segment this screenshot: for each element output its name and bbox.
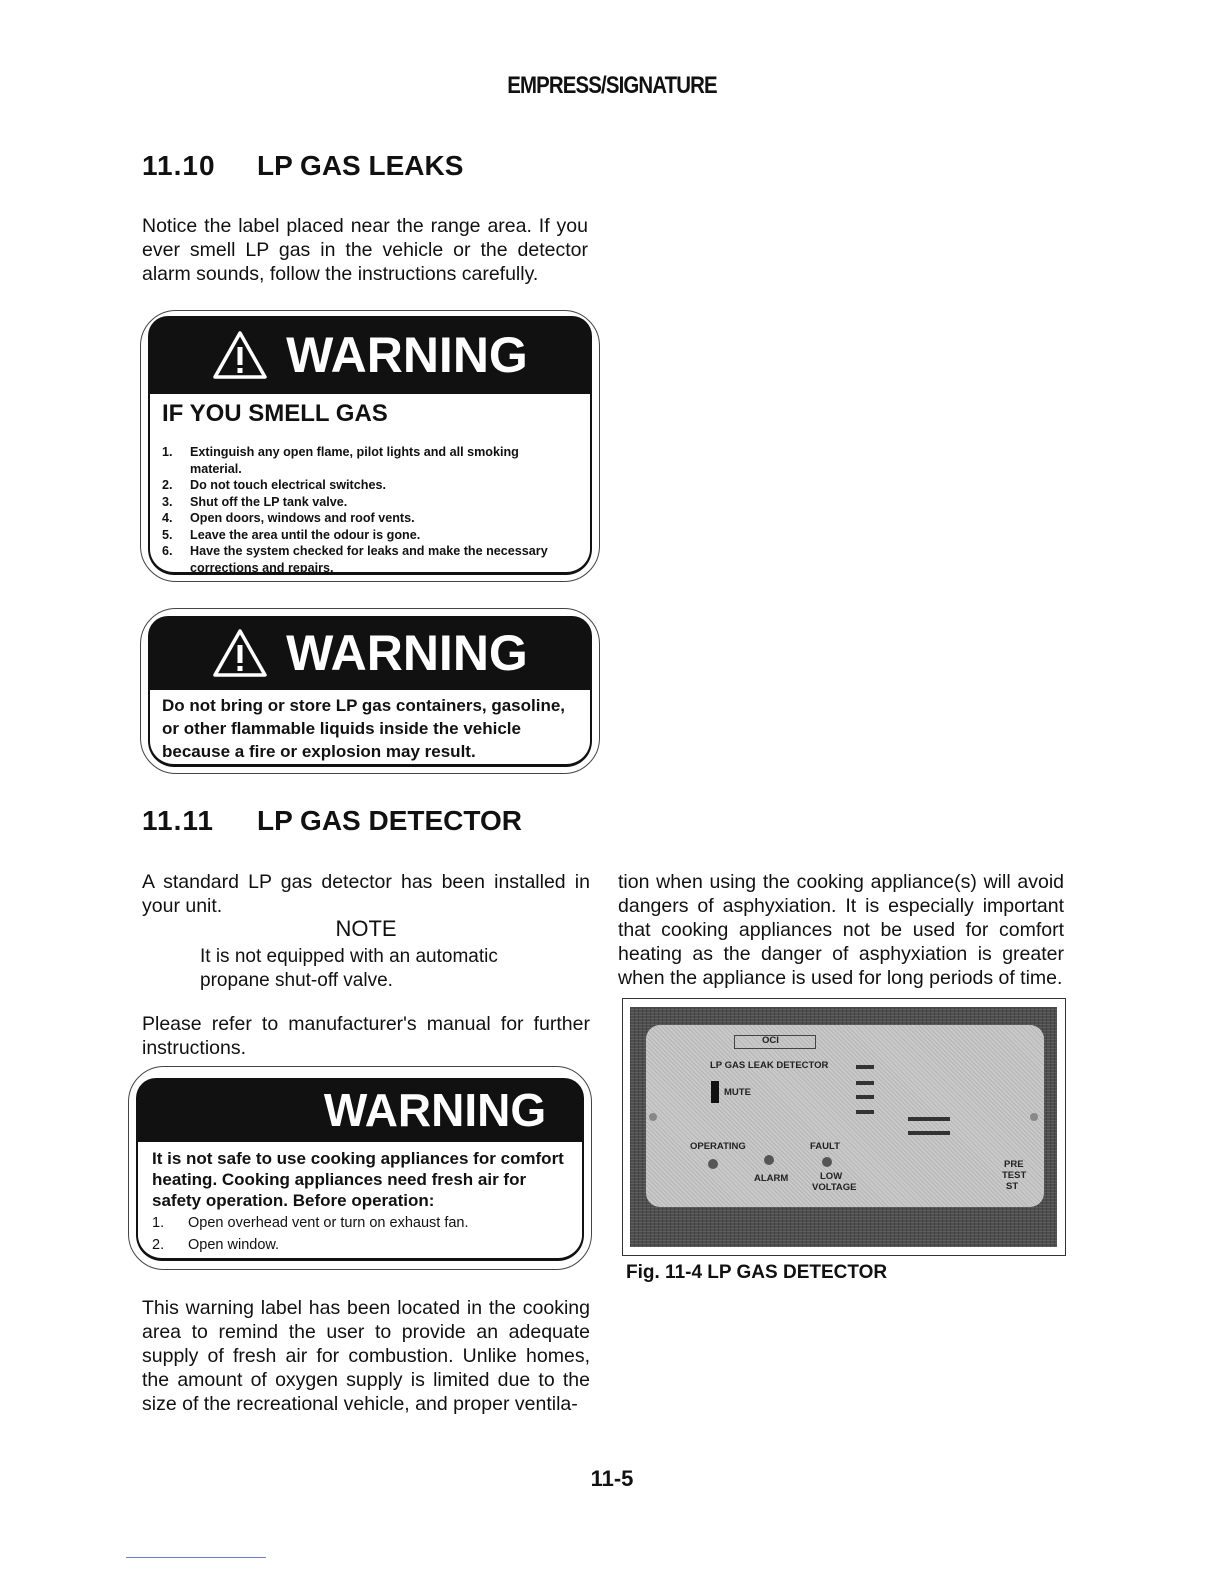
figure-caption: Fig. 11-4 LP GAS DETECTOR	[626, 1262, 888, 1283]
section-title: LP GAS LEAKS	[257, 150, 464, 181]
warning-label-cooking	[128, 1066, 592, 1270]
test-label-1: PRE	[1004, 1159, 1024, 1170]
list-item: 6. Have the system checked for leaks and make the necessary corrections and repairs.	[162, 544, 548, 575]
test-label-3: ST	[1006, 1181, 1019, 1192]
instruction-list	[162, 444, 572, 576]
manual-reference-text: Please refer to manufacturer's manual for further instructions.	[142, 1013, 590, 1059]
running-header: EMPRESS/SIGNATURE	[507, 72, 717, 99]
list-item: 1. Open overhead vent or turn on exhaust fan.	[152, 1215, 469, 1231]
leaks-paragraph	[142, 214, 588, 286]
instruction-list	[152, 1212, 572, 1256]
warning-triangle-icon	[212, 330, 268, 380]
vent-slot	[908, 1117, 950, 1121]
test-label-2: TEST	[1002, 1170, 1027, 1181]
detector-intro	[142, 870, 590, 918]
cooking-paragraph-text: This warning label has been located in the cooking area to remind the user to provide an adequate supply of fresh air for combustion. Unlike homes, the amount of oxygen supply is limited due to the size of the recreational vehicle, and proper ventila-	[142, 1297, 590, 1415]
operating-led	[708, 1159, 718, 1169]
vent-slot	[856, 1081, 874, 1085]
list-item: 3. Shut off the LP tank valve.	[162, 494, 348, 509]
section-heading-detector	[142, 805, 522, 837]
warning-text: Do not bring or store LP gas containers, gasoline, or other flammable liquids inside the vehicle because a fire or explosion may result.	[162, 696, 566, 761]
section-heading-leaks	[142, 150, 463, 182]
note-text: It is not equipped with an automatic propane shut-off valve.	[200, 946, 498, 991]
mute-button	[711, 1081, 719, 1103]
warning-label-smell-gas	[140, 310, 600, 582]
section-number: 11.11	[142, 805, 214, 836]
low-voltage-label-1: LOW	[820, 1171, 843, 1182]
alarm-led	[764, 1155, 774, 1165]
warning-heading: WARNING	[286, 625, 528, 681]
warning-label-flammables	[140, 608, 600, 774]
warning-heading: WARNING	[323, 1084, 547, 1136]
low-voltage-label-2: VOLTAGE	[812, 1182, 857, 1193]
vent-slot	[908, 1131, 950, 1135]
detector-panel	[646, 1025, 1044, 1207]
warning-body	[148, 690, 592, 767]
list-item: 2. Do not touch electrical switches.	[162, 478, 386, 492]
fault-label: FAULT	[810, 1141, 840, 1152]
alarm-label: ALARM	[754, 1173, 789, 1184]
mounting-screw	[649, 1113, 657, 1121]
page-number: 11-5	[590, 1466, 634, 1491]
vent-slot	[856, 1065, 874, 1069]
list-item: 1. Extinguish any open flame, pilot lights and all smoking material.	[162, 445, 519, 476]
mounting-screw	[1030, 1113, 1038, 1121]
warning-triangle-icon	[212, 628, 268, 678]
vent-slot	[856, 1095, 874, 1099]
warning-subtitle: IF YOU SMELL GAS	[162, 400, 388, 427]
warning-body	[136, 1142, 584, 1261]
footer-rule	[126, 1557, 266, 1558]
fault-led	[822, 1157, 832, 1167]
detector-intro-text: A standard LP gas detector has been installed in your unit.	[142, 871, 590, 917]
detector-photo-frame	[622, 998, 1066, 1256]
detector-title-label: LP GAS LEAK DETECTOR	[710, 1060, 829, 1071]
manual-reference	[142, 1012, 590, 1060]
warning-banner	[136, 1078, 584, 1142]
warning-text: It is not safe to use cooking appliances for comfort heating. Cooking appliances need fresh air for safety operation. Before operation:	[152, 1149, 564, 1210]
warning-body	[148, 394, 592, 575]
list-item: 2. Open window.	[152, 1237, 280, 1253]
vent-slot	[856, 1110, 874, 1114]
warning-banner	[148, 616, 592, 690]
leaks-paragraph-text: Notice the label placed near the range area. If you ever smell LP gas in the vehicle or the detector alarm sounds, follow the instructions carefully.	[142, 215, 588, 285]
operating-label: OPERATING	[690, 1141, 746, 1152]
cooking-paragraph	[142, 1296, 590, 1416]
brand-label: OCI	[762, 1035, 779, 1046]
ventilation-paragraph	[618, 870, 1064, 990]
ventilation-paragraph-text: tion when using the cooking appliance(s) will avoid dangers of asphyxiation. It is especially important that cooking appliances not be used for comfort heating as the danger of asphyxiation is greater when the appliance is used for long periods of time.	[618, 871, 1064, 989]
warning-banner	[148, 316, 592, 394]
list-item: 5. Leave the area until the odour is gone.	[162, 527, 421, 542]
section-title: LP GAS DETECTOR	[257, 805, 523, 836]
mute-label: MUTE	[724, 1087, 751, 1098]
warning-heading: WARNING	[286, 327, 528, 383]
list-item: 4. Open doors, windows and roof vents.	[162, 511, 415, 525]
section-number: 11.10	[142, 150, 216, 181]
note-heading: NOTE	[335, 916, 397, 941]
detector-photo	[630, 1007, 1057, 1247]
